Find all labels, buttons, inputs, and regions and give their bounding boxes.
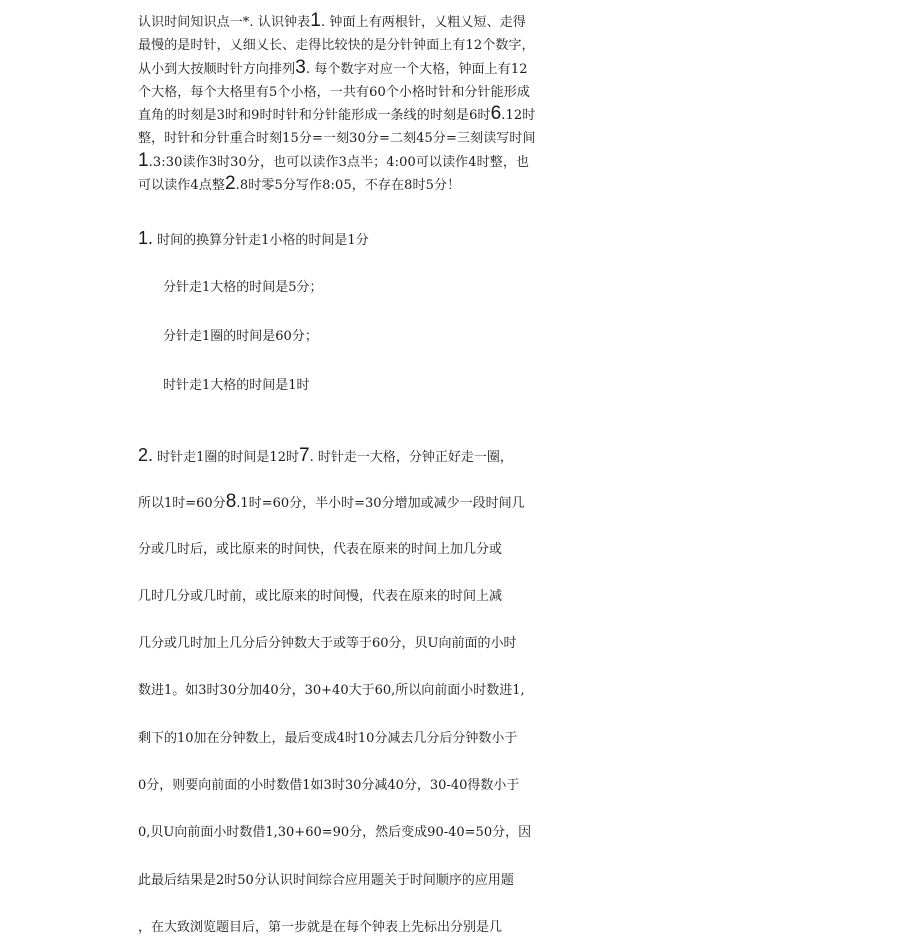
section1-item: 分针走1大格的时间是5分； <box>163 280 323 295</box>
section2-line: 0,贝U向前面小时数借1,30+60=90分，然后变成90-40=50分，因 <box>138 825 532 840</box>
section2-line: 0分，则要向前面的小时数借1如3时30分减40分，30-40得数小于 <box>138 778 520 793</box>
section1-item: 分针走1圈的时间是60分； <box>163 329 318 344</box>
intro-list-number: 2 <box>224 173 236 195</box>
intro-text: 认识时间知识点一*. 认识钟表 <box>138 15 311 30</box>
section2-text: . 时针走一大格，分钟正好走一圈， <box>309 450 513 465</box>
section2-list-number: 7 <box>298 445 310 466</box>
section2-line: 分或几时后，或比原来的时间快，代表在原来的时间上加几分或 <box>138 542 503 557</box>
intro-text: .8时零5分写作8:05，不存在8时5分！ <box>235 178 461 194</box>
section2-text: 时针走1圈的时间是12时 <box>157 450 299 465</box>
section2-text: 所以1时=60分 <box>138 496 226 511</box>
intro-list-number: 3 <box>295 56 306 78</box>
section2-line: 数进1。如3时30分加40分，30+40大于60,所以向前面小时数进1, <box>138 683 525 698</box>
intro-text: .12时整，时针和分针重合时刻15分=一刻30分=二刻45分=三刻读写时间 <box>138 108 536 147</box>
section2-marker: 2. <box>138 445 154 465</box>
section1-marker: 1. <box>138 228 154 248</box>
section2-line: 几时几分或几时前，或比原来的时间慢，代表在原来的时间上减 <box>138 589 503 604</box>
section2-line: 几分或几时加上几分后分钟数大于或等于60分，贝U向前面的小时 <box>138 636 517 651</box>
section2-line: ，在大致浏览题目后，第一步就是在每个钟表上先标出分别是几 <box>138 920 503 935</box>
intro-text: . 每个数字对应一个大格，钟面上有12个大格，每个大格里有5个小格，一共有60个小格时针和分针能形成直角的时刻是3时和9时时针和分针能形成一条线的时刻是6时 <box>138 61 530 124</box>
intro-list-number: 6 <box>490 103 502 125</box>
section2-line <box>138 492 525 514</box>
intro-text: . 钟面上有两根针，乂粗乂短、走得最慢的是时针，乂细乂长、走得比较快的是分针钟面上有12个数字，从小到大按顺时针方向排列 <box>138 15 535 77</box>
section2-line: 剩下的10加在分钟数上，最后变成4时10分减去几分后分钟数小于 <box>138 731 518 746</box>
intro-list-number: 1 <box>138 149 149 171</box>
intro-list-number: 1 <box>310 10 321 31</box>
section1-heading <box>138 228 369 251</box>
intro-paragraph <box>138 11 538 197</box>
section1-heading-text: 时间的换算分针走1小格的时间是1分 <box>157 233 369 248</box>
section2-line <box>138 445 513 468</box>
section2-line: 此最后结果是2时50分认识时间综合应用题关于时间顺序的应用题 <box>138 873 514 888</box>
section2-list-number: 8 <box>225 491 237 512</box>
section1-item: 时针走1大格的时间是1时 <box>163 378 310 393</box>
intro-text: .3:30读作3时30分，也可以读作3点半；4:00可以读作4时整，也可以读作4点整 <box>138 154 530 194</box>
section2-text: .1时=60分，半小时=30分增加或减少一段时间几 <box>236 496 525 511</box>
